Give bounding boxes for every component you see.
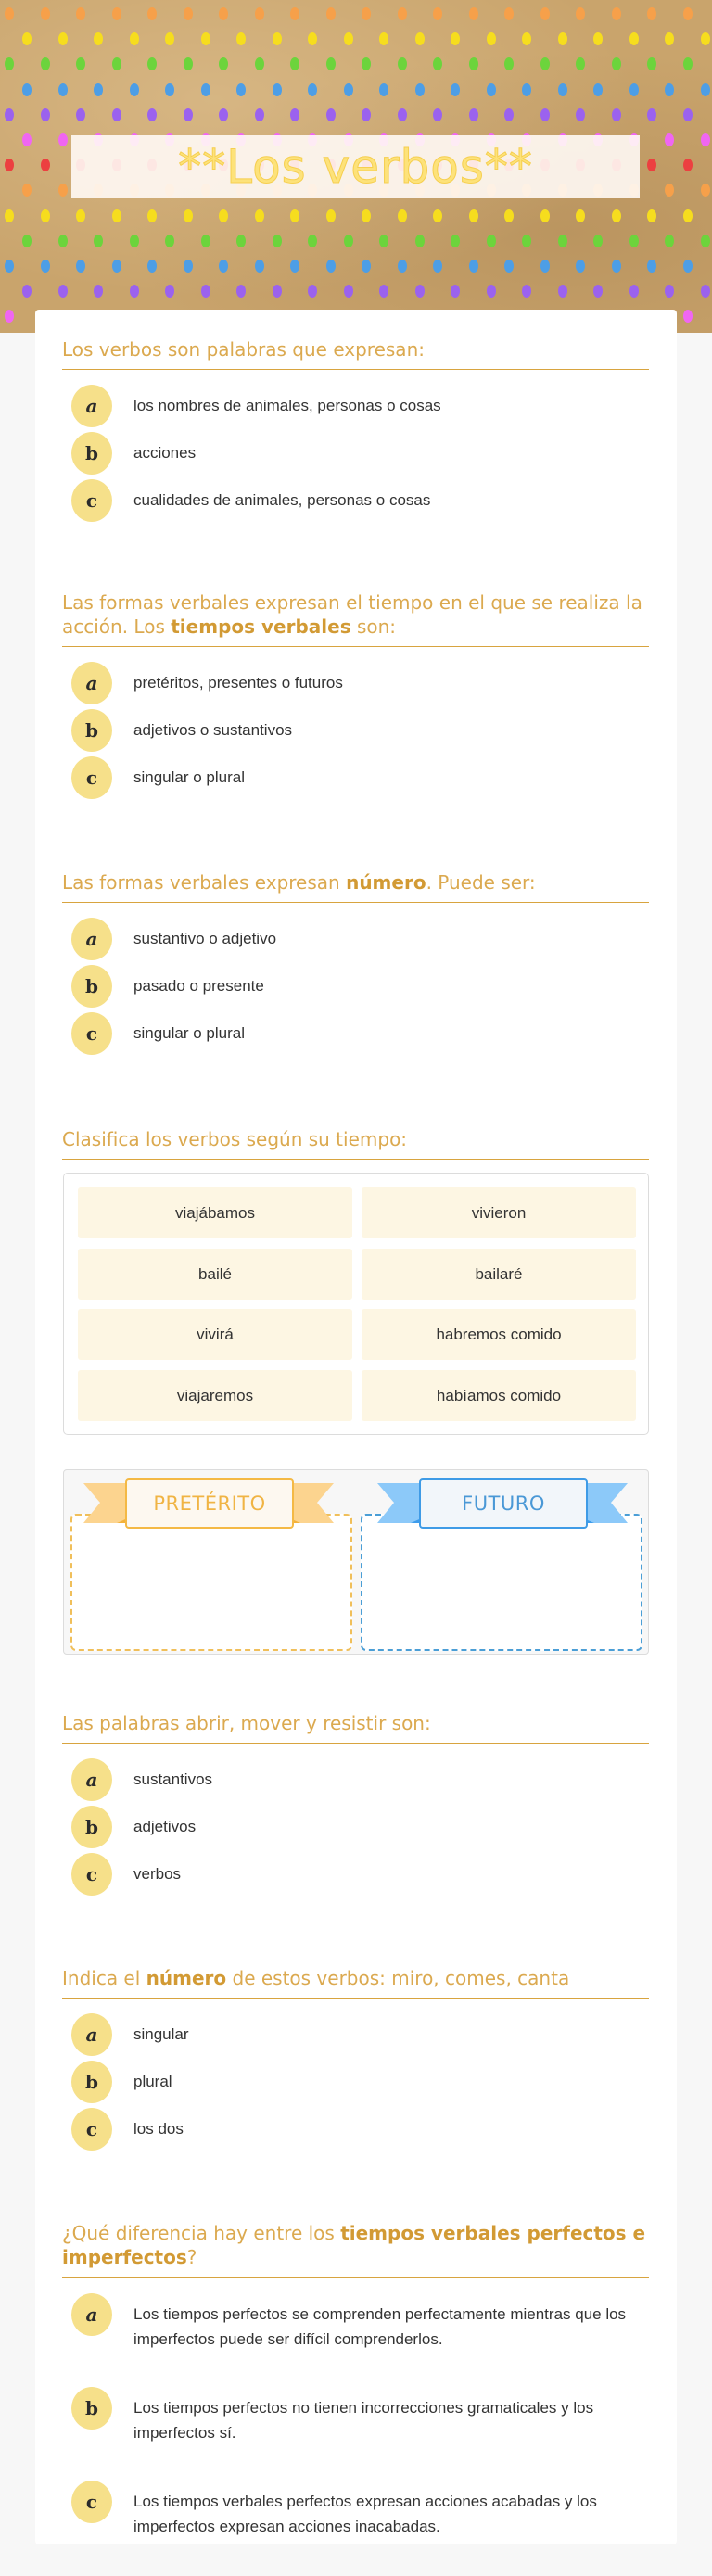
polka-dot-decoration — [701, 133, 710, 146]
polka-dot-decoration — [540, 209, 550, 222]
polka-dot-decoration — [201, 235, 210, 247]
polka-dot-decoration — [683, 209, 693, 222]
question-2-option-b[interactable] — [71, 709, 646, 752]
polka-dot-decoration — [504, 7, 514, 20]
polka-dot-decoration — [201, 32, 210, 45]
option-letter-badge: c — [71, 2108, 112, 2151]
category-label-futuro: FUTURO — [419, 1478, 588, 1529]
polka-dot-decoration — [540, 7, 550, 20]
polka-dot-decoration — [683, 108, 693, 121]
polka-dot-decoration — [255, 108, 264, 121]
polka-dot-decoration — [201, 285, 210, 298]
heading-emphasis: tiempos verbales perfectos e imperfectos — [62, 2222, 646, 2268]
polka-dot-decoration — [5, 209, 14, 222]
polka-dot-decoration — [487, 83, 496, 96]
polka-dot-decoration — [326, 260, 336, 273]
option-text: pasado o presente — [134, 977, 264, 995]
heading-text: ? — [186, 2246, 197, 2268]
polka-dot-decoration — [22, 235, 32, 247]
polka-dot-decoration — [165, 32, 174, 45]
question-5-option-a[interactable] — [71, 1758, 646, 1801]
polka-dot-decoration — [5, 310, 14, 323]
polka-dot-decoration — [147, 108, 157, 121]
polka-dot-decoration — [629, 235, 639, 247]
question-2-option-a[interactable] — [71, 662, 646, 704]
question-5-option-c[interactable] — [71, 1853, 646, 1896]
option-text: singular — [134, 2025, 189, 2043]
polka-dot-decoration — [76, 7, 85, 20]
polka-dot-decoration — [41, 260, 50, 273]
polka-dot-decoration — [273, 235, 282, 247]
option-text: sustantivos — [134, 1770, 213, 1788]
quiz-card — [35, 310, 677, 2544]
polka-dot-decoration — [326, 108, 336, 121]
polka-dot-decoration — [504, 209, 514, 222]
option-letter-badge: c — [71, 479, 112, 522]
polka-dot-decoration — [5, 159, 14, 171]
question-7-option-a[interactable] — [71, 2293, 646, 2352]
polka-dot-decoration — [219, 57, 228, 70]
polka-dot-decoration — [112, 108, 121, 121]
question-7-heading — [62, 2221, 649, 2278]
polka-dot-decoration — [94, 83, 103, 96]
polka-dot-decoration — [576, 108, 585, 121]
polka-dot-decoration — [147, 57, 157, 70]
polka-dot-decoration — [130, 285, 139, 298]
polka-dot-decoration — [379, 235, 388, 247]
polka-dot-decoration — [308, 83, 317, 96]
polka-dot-decoration — [469, 7, 478, 20]
polka-dot-decoration — [5, 7, 14, 20]
polka-dot-decoration — [94, 285, 103, 298]
polka-dot-decoration — [683, 260, 693, 273]
polka-dot-decoration — [612, 7, 621, 20]
polka-dot-decoration — [147, 7, 157, 20]
polka-dot-decoration — [433, 108, 442, 121]
polka-dot-decoration — [415, 83, 425, 96]
polka-dot-decoration — [451, 285, 460, 298]
option-text: acciones — [134, 444, 197, 462]
polka-dot-decoration — [540, 57, 550, 70]
polka-dot-decoration — [58, 184, 68, 197]
question-1-heading: Los verbos son palabras que expresan: — [62, 337, 649, 370]
polka-dot-decoration — [362, 260, 371, 273]
polka-dot-decoration — [469, 108, 478, 121]
polka-dot-decoration — [236, 32, 246, 45]
polka-dot-decoration — [433, 7, 442, 20]
polka-dot-decoration — [522, 285, 531, 298]
polka-dot-decoration — [647, 260, 656, 273]
option-letter-badge: b — [71, 2061, 112, 2103]
polka-dot-decoration — [326, 209, 336, 222]
polka-dot-decoration — [647, 159, 656, 171]
draggable-tile[interactable]: vivirá — [78, 1309, 352, 1360]
polka-dot-decoration — [22, 32, 32, 45]
polka-dot-decoration — [147, 260, 157, 273]
heading-text: son: — [350, 615, 397, 638]
polka-dot-decoration — [22, 83, 32, 96]
polka-dot-decoration — [469, 57, 478, 70]
polka-dot-decoration — [701, 32, 710, 45]
question-3-option-a[interactable] — [71, 918, 646, 960]
question-1-option-b[interactable] — [71, 432, 646, 475]
heading-text: Las formas verbales expresan — [62, 871, 347, 894]
polka-dot-decoration — [22, 133, 32, 146]
question-3-heading — [62, 870, 649, 903]
polka-dot-decoration — [522, 235, 531, 247]
polka-dot-decoration — [41, 108, 50, 121]
polka-dot-decoration — [665, 235, 674, 247]
polka-dot-decoration — [540, 260, 550, 273]
polka-dot-decoration — [415, 235, 425, 247]
option-text: los nombres de animales, personas o cosas — [134, 397, 441, 414]
polka-dot-decoration — [326, 57, 336, 70]
polka-dot-decoration — [130, 32, 139, 45]
polka-dot-decoration — [451, 235, 460, 247]
polka-dot-decoration — [219, 7, 228, 20]
polka-dot-decoration — [165, 235, 174, 247]
polka-dot-decoration — [415, 32, 425, 45]
option-letter-badge: a — [71, 1758, 112, 1801]
polka-dot-decoration — [290, 7, 299, 20]
polka-dot-decoration — [236, 83, 246, 96]
heading-text: . Puede ser: — [426, 871, 536, 894]
polka-dot-decoration — [433, 260, 442, 273]
polka-dot-decoration — [451, 32, 460, 45]
polka-dot-decoration — [647, 7, 656, 20]
polka-dot-decoration — [255, 260, 264, 273]
polka-dot-decoration — [379, 83, 388, 96]
polka-dot-decoration — [629, 83, 639, 96]
polka-dot-decoration — [558, 285, 567, 298]
polka-dot-decoration — [612, 57, 621, 70]
polka-dot-decoration — [308, 235, 317, 247]
polka-dot-decoration — [273, 285, 282, 298]
polka-dot-decoration — [701, 235, 710, 247]
polka-dot-decoration — [398, 260, 407, 273]
polka-dot-decoration — [184, 57, 193, 70]
polka-dot-decoration — [612, 209, 621, 222]
option-text: pretéritos, presentes o futuros — [134, 674, 343, 692]
polka-dot-decoration — [94, 32, 103, 45]
polka-dot-decoration — [273, 32, 282, 45]
option-letter-badge: a — [71, 2293, 112, 2336]
polka-dot-decoration — [219, 209, 228, 222]
polka-dot-decoration — [255, 57, 264, 70]
polka-dot-decoration — [701, 184, 710, 197]
option-text: sustantivo o adjetivo — [134, 930, 277, 947]
polka-dot-decoration — [487, 235, 496, 247]
ribbon-preterito — [83, 1474, 334, 1537]
question-3-option-c[interactable] — [71, 1012, 646, 1055]
polka-dot-decoration — [593, 83, 603, 96]
question-3-option-b[interactable] — [71, 965, 646, 1008]
draggable-tile[interactable]: viajábamos — [78, 1187, 352, 1238]
option-letter-badge: b — [71, 2387, 112, 2430]
option-text: Los tiempos perfectos se comprenden perfectamente mientras que los imperfectos puede ser difícil comprenderlos. — [134, 2305, 627, 2348]
polka-dot-decoration — [219, 108, 228, 121]
option-letter-badge: b — [71, 709, 112, 752]
polka-dot-decoration — [219, 260, 228, 273]
polka-dot-decoration — [665, 184, 674, 197]
polka-dot-decoration — [665, 83, 674, 96]
heading-text: de estos verbos: miro, comes, canta — [226, 1967, 570, 1989]
title-banner — [71, 135, 640, 198]
polka-dot-decoration — [522, 32, 531, 45]
polka-dot-decoration — [130, 83, 139, 96]
polka-dot-decoration — [504, 57, 514, 70]
polka-dot-decoration — [273, 83, 282, 96]
question-6-heading — [62, 1966, 649, 1999]
polka-dot-decoration — [593, 235, 603, 247]
polka-dot-decoration — [290, 57, 299, 70]
option-text: adjetivos o sustantivos — [134, 721, 293, 739]
category-label-preterito: PRETÉRITO — [125, 1478, 294, 1529]
option-letter-badge: a — [71, 2013, 112, 2056]
draggable-tile[interactable]: habíamos comido — [362, 1370, 636, 1421]
polka-dot-decoration — [647, 209, 656, 222]
ribbon-futuro — [377, 1474, 628, 1537]
polka-dot-decoration — [344, 32, 353, 45]
question-6-option-a[interactable] — [71, 2013, 646, 2056]
option-letter-badge: a — [71, 662, 112, 704]
polka-dot-decoration — [236, 235, 246, 247]
question-2-option-c[interactable] — [71, 756, 646, 799]
question-5-heading: Las palabras abrir, mover y resistir son: — [62, 1711, 649, 1744]
polka-dot-decoration — [184, 7, 193, 20]
polka-dot-decoration — [5, 260, 14, 273]
polka-dot-decoration — [344, 235, 353, 247]
option-letter-badge: c — [71, 756, 112, 799]
category-drop-area — [63, 1469, 649, 1655]
draggable-tile[interactable]: vivieron — [362, 1187, 636, 1238]
option-letter-badge: a — [71, 385, 112, 427]
polka-dot-decoration — [165, 83, 174, 96]
polka-dot-decoration — [522, 83, 531, 96]
polka-dot-decoration — [504, 108, 514, 121]
polka-dot-decoration — [593, 32, 603, 45]
heading-emphasis: número — [346, 871, 426, 894]
polka-dot-decoration — [612, 108, 621, 121]
question-2-heading — [62, 590, 649, 647]
polka-dot-decoration — [255, 209, 264, 222]
polka-dot-decoration — [58, 83, 68, 96]
option-text: plural — [134, 2073, 172, 2090]
polka-dot-decoration — [576, 260, 585, 273]
polka-dot-decoration — [576, 57, 585, 70]
polka-dot-decoration — [255, 7, 264, 20]
option-text: adjetivos — [134, 1818, 197, 1835]
polka-dot-decoration — [540, 108, 550, 121]
polka-dot-decoration — [184, 209, 193, 222]
polka-dot-decoration — [683, 310, 693, 323]
polka-dot-decoration — [165, 285, 174, 298]
question-1-option-c[interactable] — [71, 479, 646, 522]
polka-dot-decoration — [469, 209, 478, 222]
question-5-option-b[interactable] — [71, 1806, 646, 1848]
polka-dot-decoration — [558, 83, 567, 96]
polka-dot-decoration — [647, 108, 656, 121]
polka-dot-decoration — [22, 285, 32, 298]
polka-dot-decoration — [379, 285, 388, 298]
heading-text: Las formas verbales expresan el tiempo en el que se realiza la acción. Los — [62, 591, 642, 638]
option-letter-badge: b — [71, 1806, 112, 1848]
polka-dot-decoration — [683, 7, 693, 20]
polka-dot-decoration — [290, 260, 299, 273]
polka-dot-decoration — [451, 83, 460, 96]
polka-dot-decoration — [665, 285, 674, 298]
polka-dot-decoration — [629, 32, 639, 45]
polka-dot-decoration — [41, 159, 50, 171]
polka-dot-decoration — [112, 7, 121, 20]
polka-dot-decoration — [290, 209, 299, 222]
polka-dot-decoration — [612, 260, 621, 273]
polka-dot-decoration — [398, 57, 407, 70]
polka-dot-decoration — [398, 7, 407, 20]
option-letter-badge: c — [71, 1853, 112, 1896]
option-text: Los tiempos verbales perfectos expresan acciones acabadas y los imperfectos expresan acciones inacabadas. — [134, 2493, 597, 2535]
polka-dot-decoration — [41, 57, 50, 70]
option-letter-badge: c — [71, 2481, 112, 2523]
draggable-tile[interactable]: bailé — [78, 1249, 352, 1300]
polka-dot-decoration — [22, 184, 32, 197]
polka-dot-decoration — [593, 285, 603, 298]
heading-text: ¿Qué diferencia hay entre los — [62, 2222, 341, 2244]
polka-dot-decoration — [76, 209, 85, 222]
polka-dot-decoration — [112, 260, 121, 273]
polka-dot-decoration — [576, 209, 585, 222]
polka-dot-decoration — [147, 209, 157, 222]
draggable-tile[interactable]: bailaré — [362, 1249, 636, 1300]
polka-dot-decoration — [308, 32, 317, 45]
polka-dot-decoration — [308, 285, 317, 298]
polka-dot-decoration — [362, 209, 371, 222]
polka-dot-decoration — [629, 285, 639, 298]
heading-emphasis: tiempos verbales — [171, 615, 351, 638]
polka-dot-decoration — [344, 285, 353, 298]
draggable-tiles-container — [63, 1173, 649, 1435]
polka-dot-decoration — [290, 108, 299, 121]
polka-dot-decoration — [344, 83, 353, 96]
page-title: **Los verbos** — [178, 140, 533, 194]
polka-dot-decoration — [76, 57, 85, 70]
polka-dot-decoration — [433, 57, 442, 70]
heading-text: Indica el — [62, 1967, 146, 1989]
polka-dot-decoration — [76, 108, 85, 121]
polka-dot-decoration — [326, 7, 336, 20]
polka-dot-decoration — [487, 32, 496, 45]
polka-dot-decoration — [58, 235, 68, 247]
polka-dot-decoration — [41, 7, 50, 20]
polka-dot-decoration — [379, 32, 388, 45]
polka-dot-decoration — [487, 285, 496, 298]
question-7-option-c[interactable] — [71, 2481, 646, 2539]
polka-dot-decoration — [112, 209, 121, 222]
polka-dot-decoration — [184, 260, 193, 273]
option-text: singular o plural — [134, 768, 246, 786]
question-7-option-b[interactable] — [71, 2387, 646, 2445]
polka-dot-decoration — [701, 285, 710, 298]
polka-dot-decoration — [236, 285, 246, 298]
heading-emphasis: número — [146, 1967, 227, 1989]
polka-dot-decoration — [112, 57, 121, 70]
polka-dot-decoration — [647, 57, 656, 70]
question-4-heading: Clasifica los verbos según su tiempo: — [62, 1127, 649, 1160]
question-1-option-a[interactable] — [71, 385, 646, 427]
polka-dot-decoration — [398, 209, 407, 222]
polka-dot-decoration — [665, 32, 674, 45]
polka-dot-decoration — [58, 285, 68, 298]
option-text: los dos — [134, 2120, 184, 2138]
polka-dot-decoration — [201, 83, 210, 96]
polka-dot-decoration — [701, 83, 710, 96]
polka-dot-decoration — [415, 285, 425, 298]
polka-dot-decoration — [184, 108, 193, 121]
question-6-option-c[interactable] — [71, 2108, 646, 2151]
draggable-tile[interactable]: viajaremos — [78, 1370, 352, 1421]
option-text: cualidades de animales, personas o cosas — [134, 491, 431, 509]
polka-dot-decoration — [558, 235, 567, 247]
option-letter-badge: b — [71, 965, 112, 1008]
polka-dot-decoration — [5, 108, 14, 121]
option-text: singular o plural — [134, 1024, 246, 1042]
polka-dot-decoration — [58, 133, 68, 146]
polka-dot-decoration — [504, 260, 514, 273]
polka-dot-decoration — [41, 209, 50, 222]
polka-dot-decoration — [576, 7, 585, 20]
polka-dot-decoration — [130, 235, 139, 247]
option-text: Los tiempos perfectos no tienen incorrecciones gramaticales y los imperfectos sí. — [134, 2399, 594, 2442]
draggable-tile[interactable]: habremos comido — [362, 1309, 636, 1360]
polka-dot-decoration — [94, 235, 103, 247]
polka-dot-decoration — [683, 57, 693, 70]
option-text: verbos — [134, 1865, 182, 1883]
polka-dot-decoration — [5, 57, 14, 70]
question-6-option-b[interactable] — [71, 2061, 646, 2103]
polka-dot-decoration — [683, 159, 693, 171]
polka-dot-decoration — [362, 108, 371, 121]
polka-dot-decoration — [362, 7, 371, 20]
polka-dot-decoration — [58, 32, 68, 45]
polka-dot-decoration — [362, 57, 371, 70]
polka-dot-decoration — [76, 260, 85, 273]
polka-dot-decoration — [398, 108, 407, 121]
polka-dot-decoration — [665, 133, 674, 146]
option-letter-badge: b — [71, 432, 112, 475]
option-letter-badge: c — [71, 1012, 112, 1055]
polka-dot-decoration — [469, 260, 478, 273]
option-letter-badge: a — [71, 918, 112, 960]
polka-dot-decoration — [558, 32, 567, 45]
polka-dot-decoration — [433, 209, 442, 222]
